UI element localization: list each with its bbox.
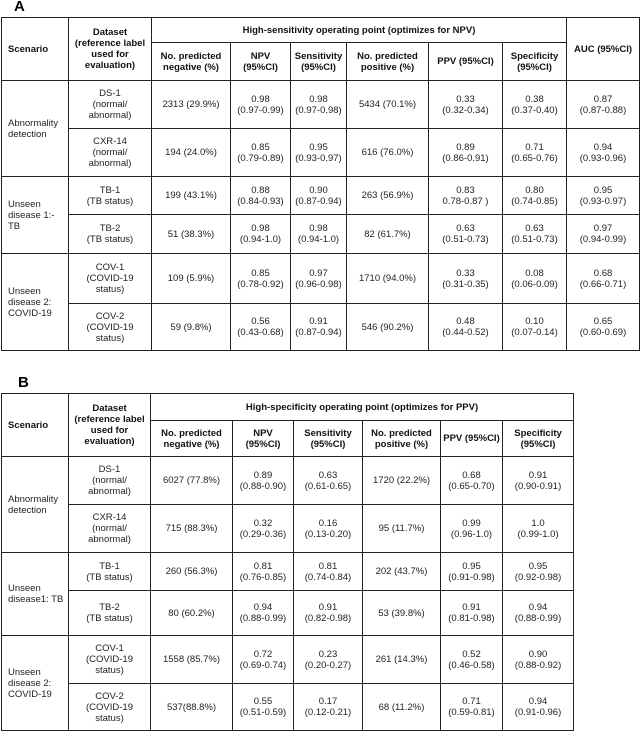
auc-cell: 0.95 (0.93-0.97) [567, 177, 640, 215]
header-dataset: Dataset (reference label used for evaluation) [69, 18, 152, 81]
specificity-cell: 0.80 (0.74-0.85) [503, 177, 567, 215]
ppv-cell: 0.71 (0.59-0.81) [441, 684, 503, 731]
table-row [2, 505, 574, 553]
header-scenario: Scenario [2, 394, 69, 457]
scenario-cell: Unseen disease 1:- TB [2, 177, 69, 254]
header-specificity: Specificity (95%CI) [503, 43, 567, 81]
table-b [1, 393, 574, 731]
sensitivity-cell: 0.95 (0.93-0.97) [291, 129, 347, 177]
auc-cell: 0.87 (0.87-0.88) [567, 81, 640, 129]
table-row [2, 129, 640, 177]
sensitivity-cell: 0.16 (0.13-0.20) [294, 505, 363, 553]
no-pred-neg-cell: 260 (56.3%) [151, 553, 233, 591]
npv-cell: 0.88 (0.84-0.93) [231, 177, 291, 215]
header-no-pred-pos: No. predicted positive (%) [347, 43, 429, 81]
auc-cell: 0.97 (0.94-0.99) [567, 215, 640, 254]
sensitivity-cell: 0.91 (0.87-0.94) [291, 304, 347, 351]
header-ppv: PPV (95%CI) [429, 43, 503, 81]
table-row [2, 684, 574, 731]
no-pred-neg-cell: 109 (5.9%) [152, 254, 231, 304]
no-pred-neg-cell: 6027 (77.8%) [151, 457, 233, 505]
no-pred-pos-cell: 616 (76.0%) [347, 129, 429, 177]
header-group: High-specificity operating point (optimizes for PPV) [151, 394, 574, 421]
header-specificity: Specificity (95%CI) [503, 421, 574, 457]
no-pred-pos-cell: 263 (56.9%) [347, 177, 429, 215]
specificity-cell: 0.63 (0.51-0.73) [503, 215, 567, 254]
header-sensitivity: Sensitivity (95%CI) [291, 43, 347, 81]
sensitivity-cell: 0.98 (0.94-1.0) [291, 215, 347, 254]
ppv-cell: 0.95 (0.91-0.98) [441, 553, 503, 591]
specificity-cell: 0.91 (0.90-0.91) [503, 457, 574, 505]
no-pred-neg-cell: 194 (24.0%) [152, 129, 231, 177]
table-row [2, 254, 640, 304]
ppv-cell: 0.68 (0.65-0.70) [441, 457, 503, 505]
no-pred-pos-cell: 546 (90.2%) [347, 304, 429, 351]
table-a [1, 17, 640, 351]
table-row [2, 81, 640, 129]
header-auc: AUC (95%CI) [567, 18, 640, 81]
no-pred-neg-cell: 80 (60.2%) [151, 591, 233, 636]
specificity-cell: 0.94 (0.91-0.96) [503, 684, 574, 731]
scenario-cell: Unseen disease 2: COVID-19 [2, 636, 69, 731]
table-row [2, 553, 574, 591]
ppv-cell: 0.89 (0.86-0.91) [429, 129, 503, 177]
header-group: High-sensitivity operating point (optimizes for NPV) [152, 18, 567, 43]
auc-cell: 0.65 (0.60-0.69) [567, 304, 640, 351]
no-pred-pos-cell: 82 (61.7%) [347, 215, 429, 254]
auc-cell: 0.68 (0.66-0.71) [567, 254, 640, 304]
ppv-cell: 0.99 (0.96-1.0) [441, 505, 503, 553]
no-pred-neg-cell: 59 (9.8%) [152, 304, 231, 351]
sensitivity-cell: 0.97 (0.96-0.98) [291, 254, 347, 304]
ppv-cell: 0.48 (0.44-0.52) [429, 304, 503, 351]
ppv-cell: 0.33 (0.32-0.34) [429, 81, 503, 129]
table-row [2, 215, 640, 254]
header-npv: NPV (95%CI) [231, 43, 291, 81]
sensitivity-cell: 0.81 (0.74-0.84) [294, 553, 363, 591]
dataset-cell: COV-1 (COVID-19 status) [69, 636, 151, 684]
header-dataset: Dataset (reference label used for evaluation) [69, 394, 151, 457]
no-pred-pos-cell: 261 (14.3%) [363, 636, 441, 684]
dataset-cell: TB-1 (TB status) [69, 553, 151, 591]
no-pred-neg-cell: 537(88.8%) [151, 684, 233, 731]
header-scenario: Scenario [2, 18, 69, 81]
panel-a-label: A [14, 0, 25, 15]
scenario-cell: Abnormality detection [2, 457, 69, 553]
table-row [2, 591, 574, 636]
npv-cell: 0.32 (0.29-0.36) [233, 505, 294, 553]
no-pred-pos-cell: 1720 (22.2%) [363, 457, 441, 505]
header-ppv: PPV (95%CI) [441, 421, 503, 457]
scenario-cell: Unseen disease 2: COVID-19 [2, 254, 69, 351]
dataset-cell: COV-2 (COVID-19 status) [69, 304, 152, 351]
ppv-cell: 0.52 (0.46-0.58) [441, 636, 503, 684]
npv-cell: 0.98 (0.94-1.0) [231, 215, 291, 254]
npv-cell: 0.55 (0.51-0.59) [233, 684, 294, 731]
npv-cell: 0.94 (0.88-0.99) [233, 591, 294, 636]
no-pred-neg-cell: 51 (38.3%) [152, 215, 231, 254]
no-pred-pos-cell: 1710 (94.0%) [347, 254, 429, 304]
no-pred-neg-cell: 2313 (29.9%) [152, 81, 231, 129]
dataset-cell: TB-2 (TB status) [69, 215, 152, 254]
header-sensitivity: Sensitivity (95%CI) [294, 421, 363, 457]
npv-cell: 0.56 (0.43-0.68) [231, 304, 291, 351]
dataset-cell: CXR-14 (normal/ abnormal) [69, 129, 152, 177]
ppv-cell: 0.33 (0.31-0.35) [429, 254, 503, 304]
table-row [2, 304, 640, 351]
ppv-cell: 0.91 (0.81-0.98) [441, 591, 503, 636]
table-row [2, 457, 574, 505]
dataset-cell: COV-1 (COVID-19 status) [69, 254, 152, 304]
specificity-cell: 0.90 (0.88-0.92) [503, 636, 574, 684]
dataset-cell: CXR-14 (normal/ abnormal) [69, 505, 151, 553]
specificity-cell: 0.10 (0.07-0.14) [503, 304, 567, 351]
specificity-cell: 0.94 (0.88-0.99) [503, 591, 574, 636]
specificity-cell: 0.08 (0.06-0.09) [503, 254, 567, 304]
no-pred-neg-cell: 199 (43.1%) [152, 177, 231, 215]
no-pred-pos-cell: 53 (39.8%) [363, 591, 441, 636]
header-npv: NPV (95%CI) [233, 421, 294, 457]
sensitivity-cell: 0.91 (0.82-0.98) [294, 591, 363, 636]
no-pred-pos-cell: 5434 (70.1%) [347, 81, 429, 129]
panel-b-label: B [18, 374, 29, 391]
table-row [2, 177, 640, 215]
no-pred-neg-cell: 1558 (85.7%) [151, 636, 233, 684]
specificity-cell: 1.0 (0.99-1.0) [503, 505, 574, 553]
dataset-cell: DS-1 (normal/ abnormal) [69, 81, 152, 129]
npv-cell: 0.98 (0.97-0.99) [231, 81, 291, 129]
specificity-cell: 0.71 (0.65-0.76) [503, 129, 567, 177]
scenario-cell: Abnormality detection [2, 81, 69, 177]
scenario-cell: Unseen disease1: TB [2, 553, 69, 636]
specificity-cell: 0.38 (0.37-0.40) [503, 81, 567, 129]
ppv-cell: 0.63 (0.51-0.73) [429, 215, 503, 254]
sensitivity-cell: 0.63 (0.61-0.65) [294, 457, 363, 505]
dataset-cell: TB-1 (TB status) [69, 177, 152, 215]
dataset-cell: DS-1 (normal/ abnormal) [69, 457, 151, 505]
npv-cell: 0.72 (0.69-0.74) [233, 636, 294, 684]
npv-cell: 0.89 (0.88-0.90) [233, 457, 294, 505]
header-no-pred-pos: No. predicted positive (%) [363, 421, 441, 457]
no-pred-pos-cell: 68 (11.2%) [363, 684, 441, 731]
dataset-cell: COV-2 (COVID-19 status) [69, 684, 151, 731]
npv-cell: 0.81 (0.76-0.85) [233, 553, 294, 591]
npv-cell: 0.85 (0.79-0.89) [231, 129, 291, 177]
table-row [2, 636, 574, 684]
sensitivity-cell: 0.23 (0.20-0.27) [294, 636, 363, 684]
header-no-pred-neg: No. predicted negative (%) [152, 43, 231, 81]
ppv-cell: 0.83 0.78-0.87 ) [429, 177, 503, 215]
sensitivity-cell: 0.90 (0.87-0.94) [291, 177, 347, 215]
sensitivity-cell: 0.98 (0.97-0.98) [291, 81, 347, 129]
no-pred-pos-cell: 95 (11.7%) [363, 505, 441, 553]
sensitivity-cell: 0.17 (0.12-0.21) [294, 684, 363, 731]
no-pred-pos-cell: 202 (43.7%) [363, 553, 441, 591]
npv-cell: 0.85 (0.78-0.92) [231, 254, 291, 304]
auc-cell: 0.94 (0.93-0.96) [567, 129, 640, 177]
header-no-pred-neg: No. predicted negative (%) [151, 421, 233, 457]
specificity-cell: 0.95 (0.92-0.98) [503, 553, 574, 591]
no-pred-neg-cell: 715 (88.3%) [151, 505, 233, 553]
dataset-cell: TB-2 (TB status) [69, 591, 151, 636]
